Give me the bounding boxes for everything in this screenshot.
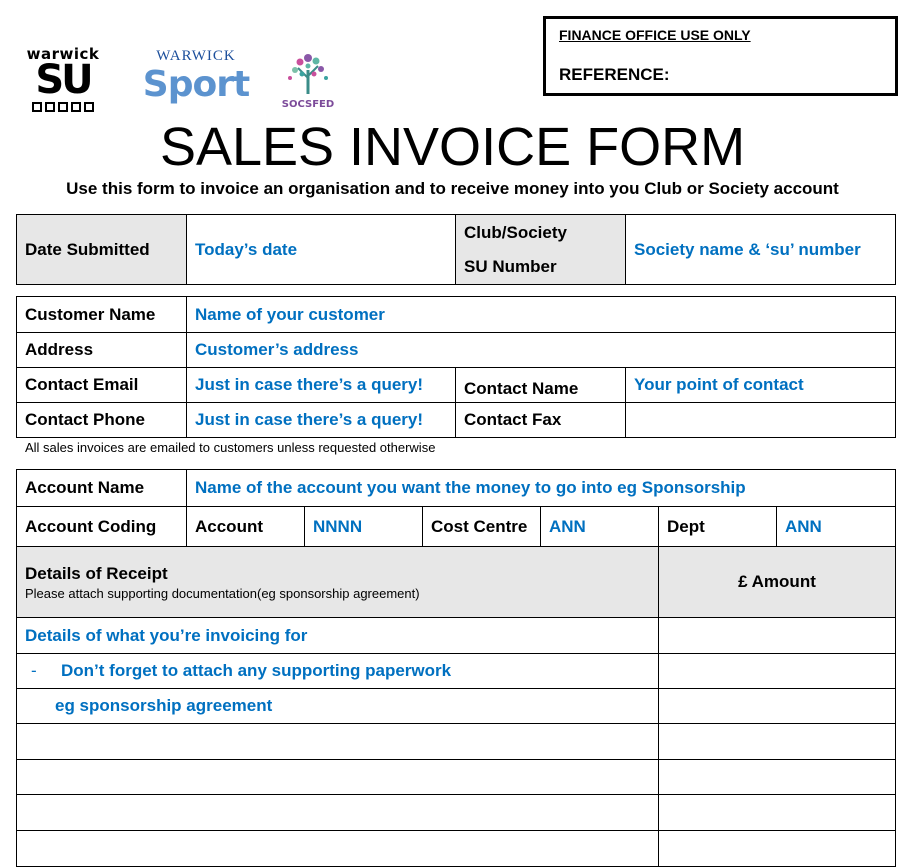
club-label-line2: SU Number: [464, 256, 557, 276]
table-row: [17, 760, 896, 795]
su-logo-main: SU: [35, 57, 91, 103]
su-logo-boxes: [22, 102, 104, 112]
warwick-sport-logo: [130, 48, 262, 108]
receipt-detail-text: Don’t forget to attach any supporting paperwork: [61, 661, 452, 680]
bullet-dash: -: [31, 661, 37, 680]
club-society-field[interactable]: Society name & ‘su’ number: [626, 215, 896, 285]
receipt-amount-cell[interactable]: [659, 689, 896, 724]
reference-label: REFERENCE:: [559, 65, 670, 84]
su-logo-word: warwick: [26, 45, 100, 63]
receipt-table: [16, 546, 896, 867]
sport-logo-top: WARWICK: [156, 48, 236, 64]
address-label: Address: [17, 333, 187, 368]
account-name-label: Account Name: [17, 470, 187, 507]
table-row: [17, 795, 896, 831]
finance-office-title: FINANCE OFFICE USE ONLY: [559, 27, 751, 43]
page-subtitle: Use this form to invoice an organisation and to receive money into you Club or Society account: [66, 179, 839, 198]
cost-centre-field[interactable]: ANN: [541, 507, 659, 547]
account-name-field[interactable]: Name of the account you want the money to go into eg Sponsorship: [187, 470, 896, 507]
receipt-amount-cell[interactable]: [659, 724, 896, 760]
table-row: [17, 689, 896, 724]
contact-email-field[interactable]: Just in case there’s a query!: [187, 368, 456, 403]
email-note: All sales invoices are emailed to customers unless requested otherwise: [25, 440, 436, 455]
customer-table: [16, 296, 896, 438]
receipt-amount-cell[interactable]: [659, 795, 896, 831]
date-submitted-field[interactable]: Today’s date: [187, 215, 456, 285]
contact-phone-field[interactable]: Just in case there’s a query!: [187, 403, 456, 438]
receipt-detail-cell[interactable]: [17, 654, 659, 689]
club-society-label: [456, 215, 626, 285]
dept-field[interactable]: ANN: [777, 507, 896, 547]
dept-label: Dept: [659, 507, 777, 547]
receipt-detail-cell[interactable]: [17, 724, 659, 760]
address-field[interactable]: Customer’s address: [187, 333, 896, 368]
customer-name-field[interactable]: Name of your customer: [187, 297, 896, 333]
warwick-su-logo: [22, 46, 104, 112]
account-table: [16, 469, 896, 547]
contact-name-field[interactable]: Your point of contact: [626, 368, 896, 403]
details-of-receipt-note: Please attach supporting documentation(eg sponsorship agreement): [25, 585, 420, 601]
cost-centre-label: Cost Centre: [423, 507, 541, 547]
finance-office-box: [543, 16, 898, 96]
table-row: [17, 654, 896, 689]
receipt-amount-cell[interactable]: [659, 831, 896, 867]
receipt-detail-cell[interactable]: [17, 831, 659, 867]
socsfed-text: SOCSFED: [281, 99, 335, 110]
page-title: SALES INVOICE FORM: [159, 117, 746, 177]
contact-fax-field[interactable]: [626, 403, 896, 438]
receipt-amount-cell[interactable]: [659, 618, 896, 654]
date-submitted-label: Date Submitted: [17, 215, 187, 285]
tree-icon: [276, 50, 340, 94]
receipt-detail-cell[interactable]: eg sponsorship agreement: [17, 689, 659, 724]
details-of-receipt-header: [17, 547, 659, 618]
customer-name-label: Customer Name: [17, 297, 187, 333]
table-row: [17, 618, 896, 654]
receipt-amount-cell[interactable]: [659, 760, 896, 795]
contact-phone-label: Contact Phone: [17, 403, 187, 438]
sport-logo-main: Sport: [142, 64, 250, 105]
contact-email-label: Contact Email: [17, 368, 187, 403]
receipt-amount-cell[interactable]: [659, 654, 896, 689]
receipt-detail-cell[interactable]: [17, 795, 659, 831]
receipt-detail-cell[interactable]: Details of what you’re invoicing for: [17, 618, 659, 654]
details-of-receipt-label: Details of Receipt: [25, 563, 168, 583]
table-row: [17, 831, 896, 867]
submission-table: [16, 214, 896, 285]
table-row: [17, 724, 896, 760]
receipt-detail-cell[interactable]: [17, 760, 659, 795]
account-field[interactable]: NNNN: [305, 507, 423, 547]
contact-fax-label: Contact Fax: [456, 403, 626, 438]
contact-name-label: Contact Name: [456, 368, 626, 403]
amount-header: £ Amount: [659, 547, 896, 618]
club-label-line1: Club/Society: [464, 222, 567, 242]
account-coding-label: Account Coding: [17, 507, 187, 547]
socsfed-logo: [276, 50, 340, 108]
account-label: Account: [187, 507, 305, 547]
